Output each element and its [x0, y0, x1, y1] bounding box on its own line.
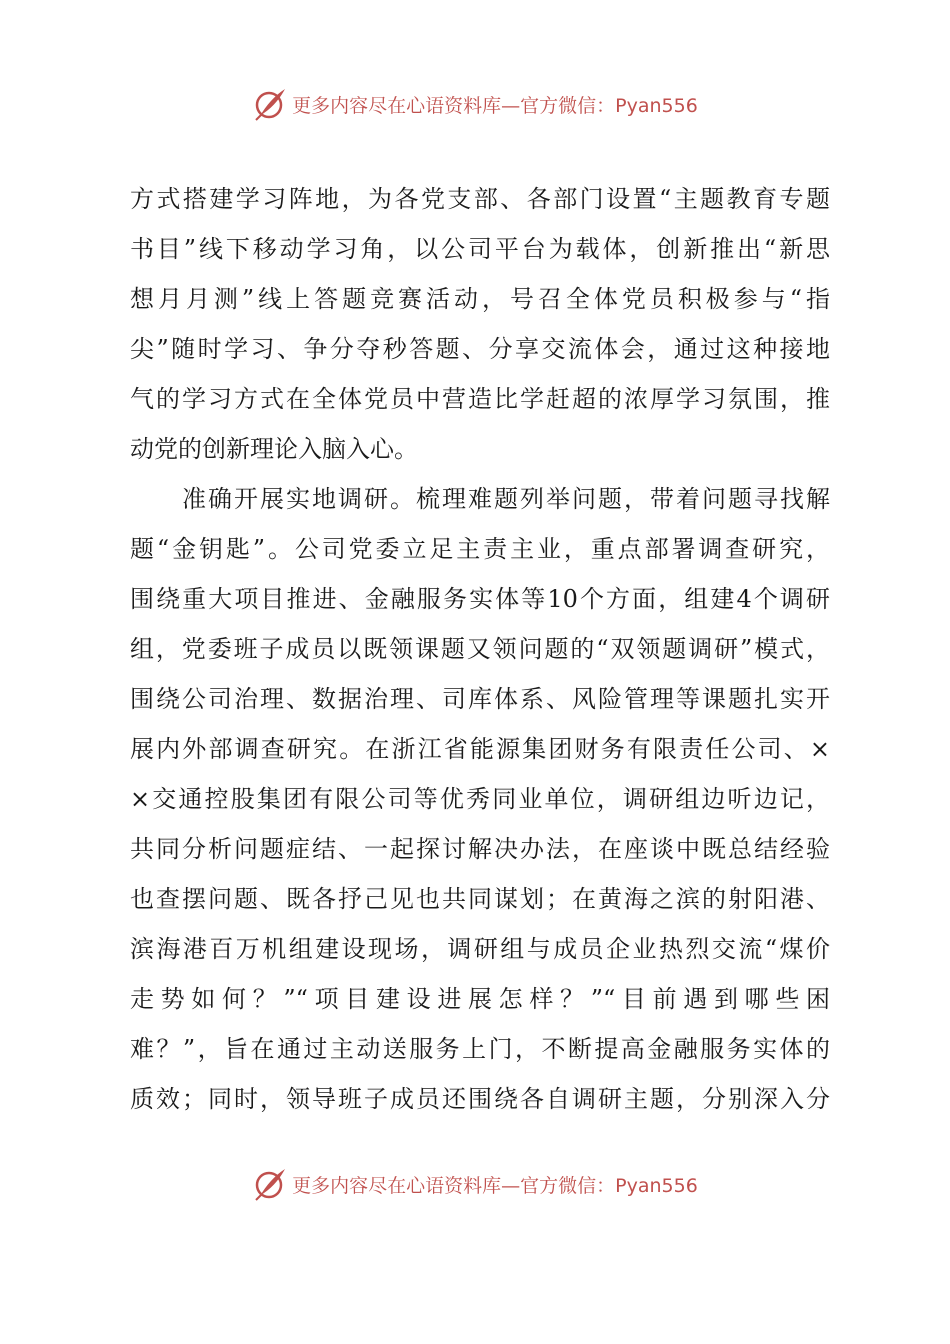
paragraph-2	[130, 474, 830, 1124]
text-line: 围绕公司治理、数据治理、司库体系、风险管理等课题扎实开	[130, 685, 830, 713]
header-banner	[0, 84, 950, 124]
banner-wechat-id: Pyan556	[615, 1174, 698, 1197]
text-line: 气的学习方式在全体党员中营造比学赶超的浓厚学习氛围，推	[130, 385, 830, 413]
banner-slogan: 更多内容尽在心语资料库—官方微信：	[292, 1174, 616, 1197]
quill-logo-icon	[252, 1166, 288, 1202]
paragraph-1	[130, 174, 830, 474]
text-line: 动党的创新理论入脑入心。	[130, 435, 418, 463]
text-line: 展内外部调查研究。在浙江省能源集团财务有限责任公司、×	[130, 735, 830, 763]
text-line: ×交通控股集团有限公司等优秀同业单位，调研组边听边记，	[130, 785, 830, 813]
text-line: 准确开展实地调研。梳理难题列举问题，带着问题寻找解	[130, 485, 830, 513]
text-line: 围绕重大项目推进、金融服务实体等10个方面，组建4个调研	[130, 585, 830, 613]
text-line: 也查摆问题、既各抒己见也共同谋划；在黄海之滨的射阳港、	[130, 885, 830, 913]
banner-text	[292, 91, 698, 118]
document-body	[130, 174, 830, 1124]
text-line: 滨海港百万机组建设现场，调研组与成员企业热烈交流“煤价	[130, 935, 830, 963]
text-line: 走势如何？”“项目建设进展怎样？”“目前遇到哪些困	[130, 985, 830, 1013]
text-line: 方式搭建学习阵地，为各党支部、各部门设置“主题教育专题	[130, 185, 830, 213]
text-line: 组，党委班子成员以既领课题又领问题的“双领题调研”模式，	[130, 635, 830, 663]
text-line: 题“金钥匙”。公司党委立足主责主业，重点部署调查研究，	[130, 535, 830, 563]
text-line: 难？”，旨在通过主动送服务上门，不断提高金融服务实体的	[130, 1035, 830, 1063]
footer-banner	[0, 1164, 950, 1204]
banner-slogan: 更多内容尽在心语资料库—官方微信：	[292, 94, 616, 117]
text-line: 想月月测”线上答题竞赛活动，号召全体党员积极参与“指	[130, 285, 830, 313]
quill-logo-icon	[252, 86, 288, 122]
text-line: 书目”线下移动学习角，以公司平台为载体，创新推出“新思	[130, 235, 830, 263]
banner-wechat-id: Pyan556	[615, 94, 698, 117]
text-line: 尖”随时学习、争分夺秒答题、分享交流体会，通过这种接地	[130, 335, 830, 363]
banner-text	[292, 1171, 698, 1198]
text-line: 质效；同时，领导班子成员还围绕各自调研主题，分别深入分	[130, 1085, 830, 1113]
text-line: 共同分析问题症结、一起探讨解决办法，在座谈中既总结经验	[130, 835, 830, 863]
